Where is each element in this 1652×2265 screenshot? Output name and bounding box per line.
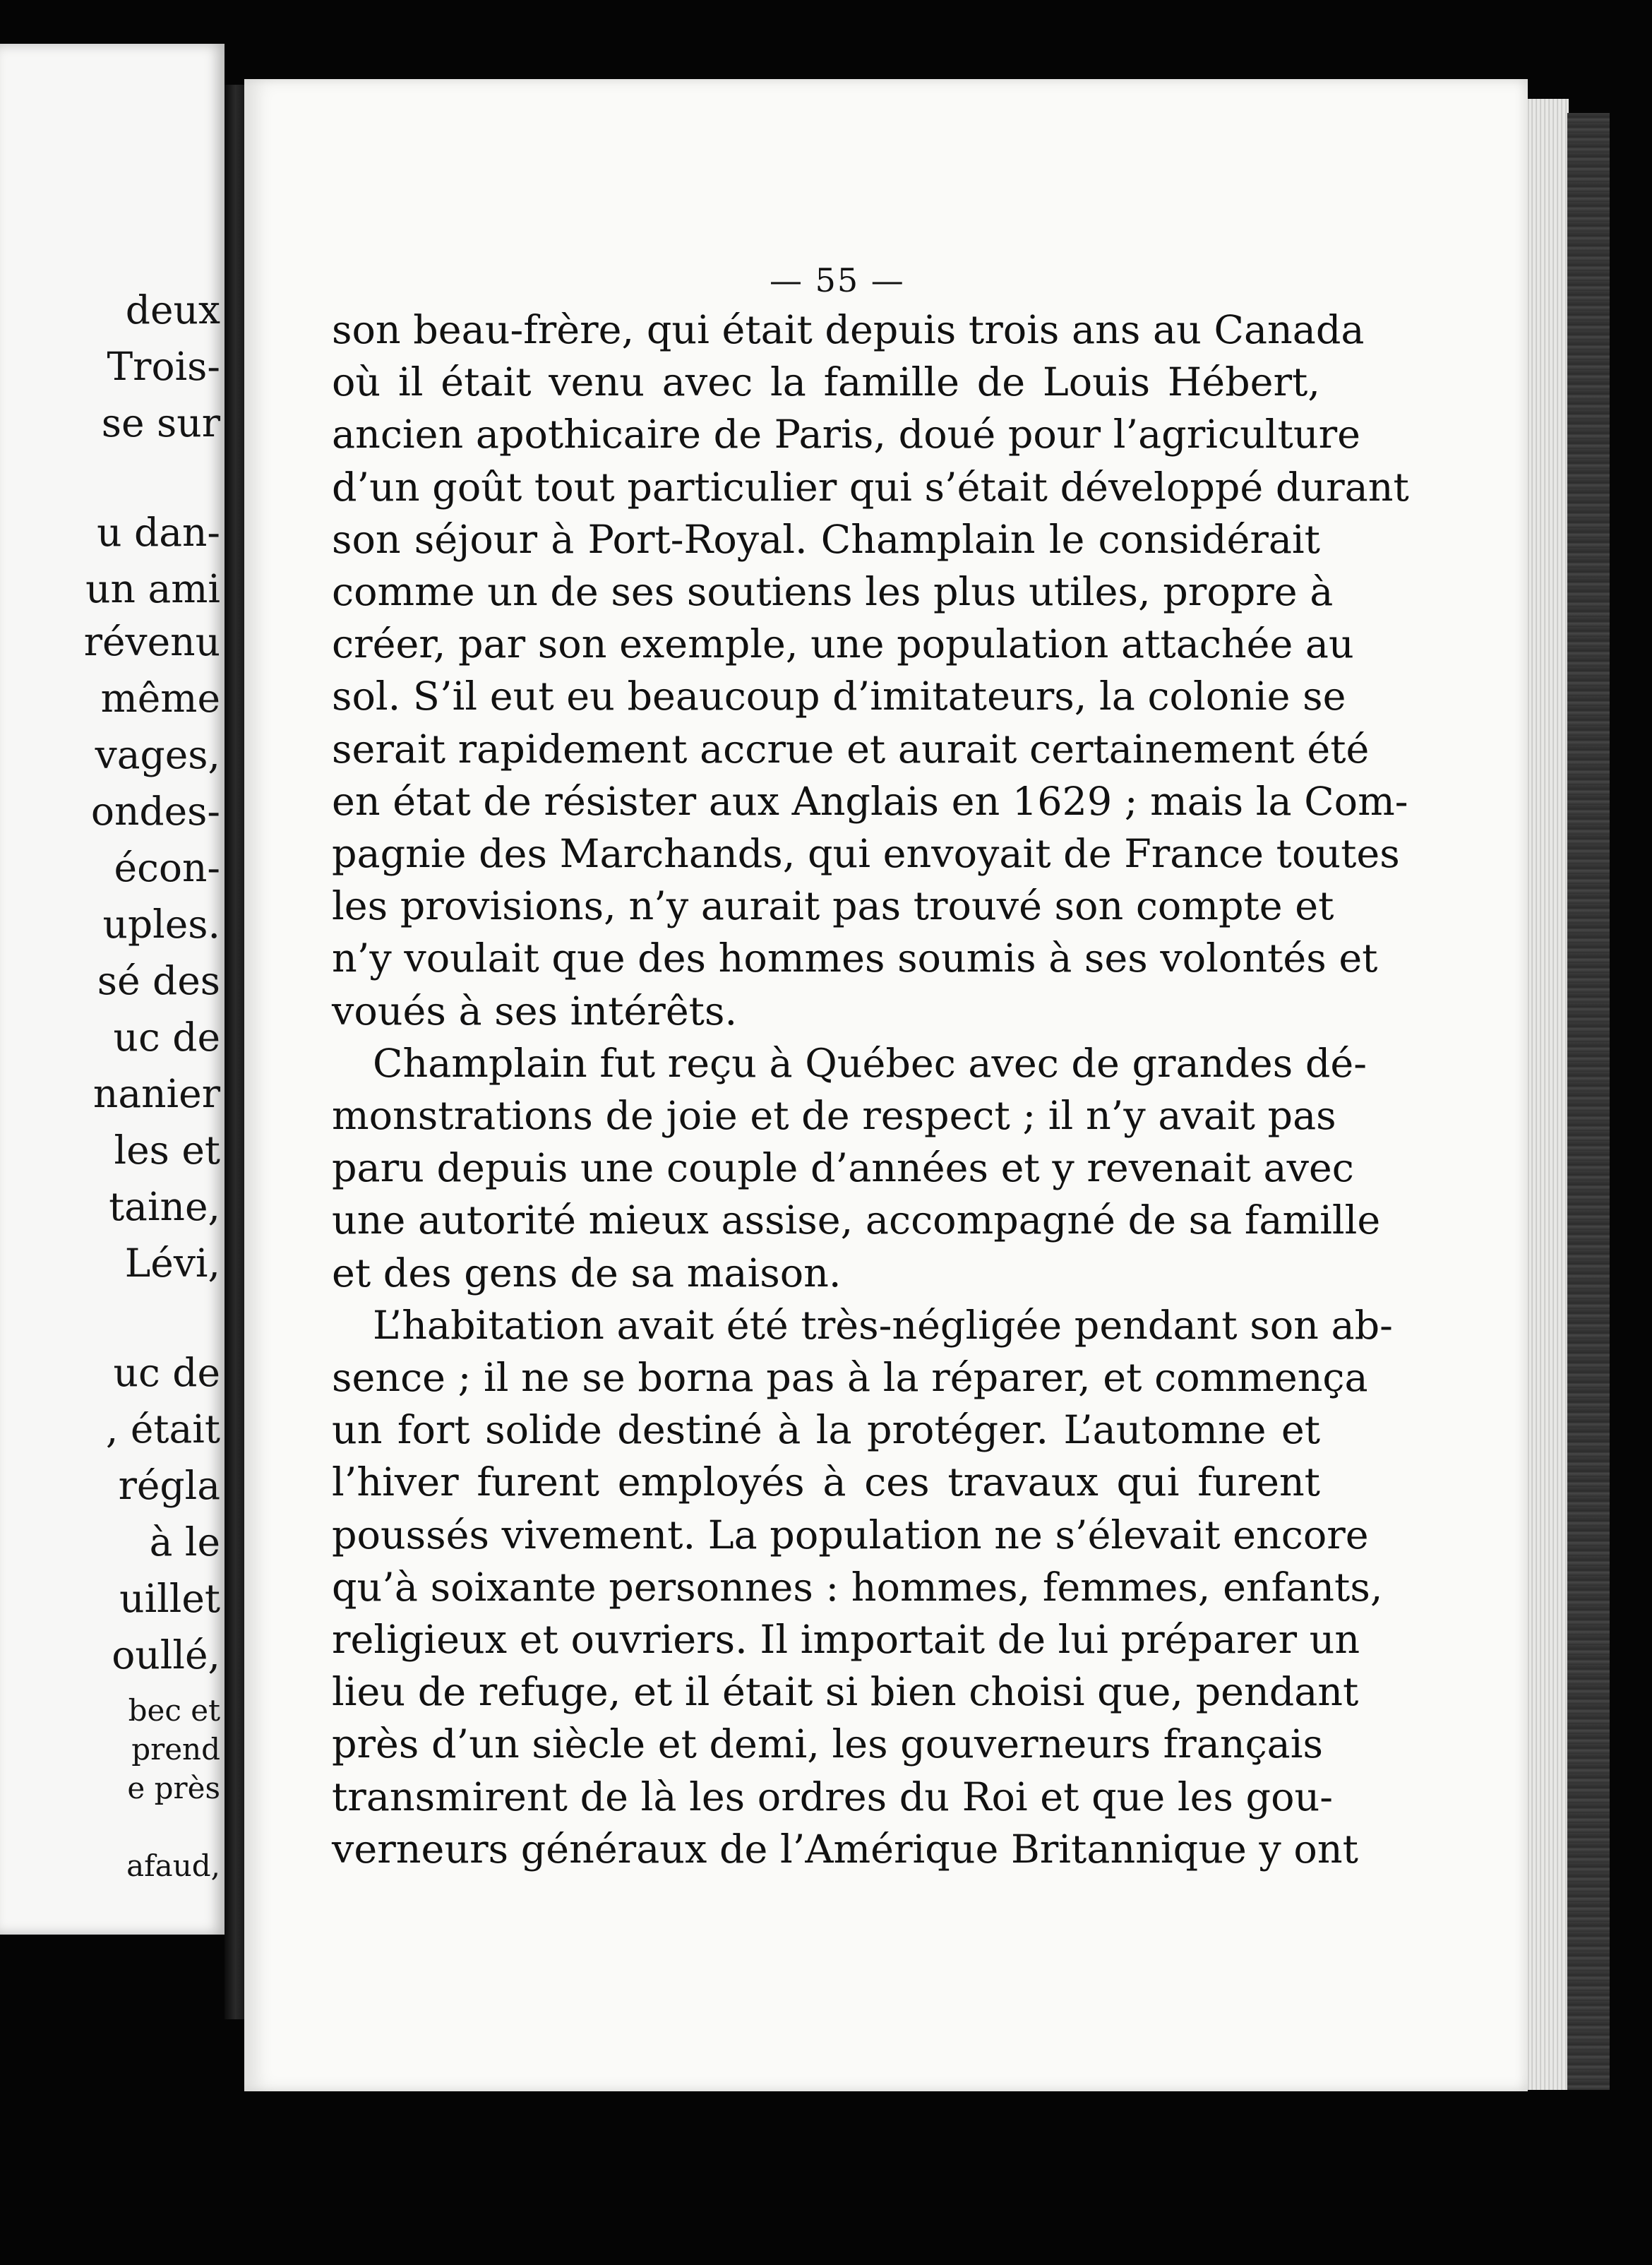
left-page-line: uillet <box>119 1576 220 1621</box>
page-number: — 55 — <box>770 261 905 299</box>
text-line: une autorité mieux assise, accompagné de sa famille <box>332 1197 1381 1244</box>
text-line: en état de résister aux Anglais en 1629 ; mais la Com- <box>332 778 1408 825</box>
text-line: n’y voulait que des hommes soumis à ses volontés et <box>332 936 1378 982</box>
page-edges <box>1528 99 1569 2090</box>
left-page-line: vages, <box>95 732 220 777</box>
left-page-line: Trois- <box>107 344 220 389</box>
left-page-line: taine, <box>109 1184 220 1229</box>
book-cover-edge <box>1567 113 1610 2090</box>
left-page-line: uples. <box>102 902 220 947</box>
left-page-line: uc de <box>113 1350 220 1395</box>
text-line: sence ; il ne se borna pas à la réparer, et commença <box>332 1355 1368 1401</box>
text-line: ancien apothicaire de Paris, doué pour l’agriculture <box>332 412 1360 458</box>
left-page-line: les et <box>114 1128 220 1173</box>
text-line: et des gens de sa maison. <box>332 1250 842 1296</box>
left-page-footnote-line: bec et <box>128 1693 220 1728</box>
left-page-footnote-line: afaud, <box>126 1848 220 1883</box>
text-line: serait rapidement accrue et aurait certainement été <box>332 726 1370 772</box>
left-page-line: régla <box>118 1463 220 1508</box>
left-page-line: uc de <box>113 1015 220 1060</box>
text-line: Champlain fut reçu à Québec avec de grandes dé- <box>373 1040 1367 1087</box>
text-line: poussés vivement. La population ne s’élevait encore <box>332 1512 1369 1558</box>
left-page-line: deux <box>125 287 220 333</box>
text-line: transmirent de là les ordres du Roi et que les gou- <box>332 1774 1333 1820</box>
text-line: verneurs généraux de l’Amérique Britannique y ont <box>332 1826 1358 1872</box>
text-line: un fort solide destiné à la protéger. L’automne et <box>332 1407 1320 1454</box>
text-line: où il était venu avec la famille de Louis Hébert, <box>332 359 1320 406</box>
book-gutter <box>225 85 244 2019</box>
left-page-line: nanier <box>92 1071 220 1116</box>
text-line: son beau-frère, qui était depuis trois ans au Canada <box>332 307 1365 353</box>
left-page-line: , était <box>105 1406 220 1452</box>
left-page-line: un ami <box>85 566 220 611</box>
left-page-line: à le <box>149 1519 220 1565</box>
left-page-line: révenu <box>83 619 220 664</box>
text-line: les provisions, n’y aurait pas trouvé son compte et <box>332 883 1334 930</box>
left-page-line: oullé, <box>112 1632 220 1678</box>
text-line: qu’à soixante personnes : hommes, femmes, enfants, <box>332 1564 1383 1610</box>
text-line: sol. S’il eut eu beaucoup d’imitateurs, la colonie se <box>332 674 1346 720</box>
left-page-line: sé des <box>97 958 220 1003</box>
text-line: l’hiver furent employés à ces travaux qui furent <box>332 1459 1320 1506</box>
left-page-footnote-line: e près <box>127 1771 220 1805</box>
left-page-line: u dan- <box>97 510 220 555</box>
left-page-line: Lévi, <box>124 1241 220 1286</box>
left-page-line: même <box>100 676 220 721</box>
text-line: paru depuis une couple d’années et y revenait avec <box>332 1145 1354 1192</box>
text-line: religieux et ouvriers. Il importait de lui préparer un <box>332 1617 1360 1663</box>
left-page-line: écon- <box>114 845 220 890</box>
text-line: voués à ses intérêts. <box>332 988 738 1034</box>
left-page-line: se sur <box>101 400 220 446</box>
left-facing-page <box>0 44 225 1935</box>
text-line: comme un de ses soutiens les plus utiles, propre à <box>332 569 1334 615</box>
left-page-line: ondes- <box>90 789 220 834</box>
text-line: L’habitation avait été très-négligée pendant son ab- <box>373 1302 1393 1349</box>
text-line: près d’un siècle et demi, les gouverneurs français <box>332 1721 1323 1768</box>
text-line: son séjour à Port-Royal. Champlain le considérait <box>332 516 1320 563</box>
text-line: pagnie des Marchands, qui envoyait de France toutes <box>332 831 1400 877</box>
text-line: lieu de refuge, et il était si bien choisi que, pendant <box>332 1669 1359 1716</box>
text-line: d’un goût tout particulier qui s’était développé durant <box>332 464 1409 510</box>
left-page-footnote-line: prend <box>131 1732 220 1767</box>
text-line: créer, par son exemple, une population attachée au <box>332 621 1354 668</box>
text-line: monstrations de joie et de respect ; il n’y avait pas <box>332 1093 1336 1139</box>
